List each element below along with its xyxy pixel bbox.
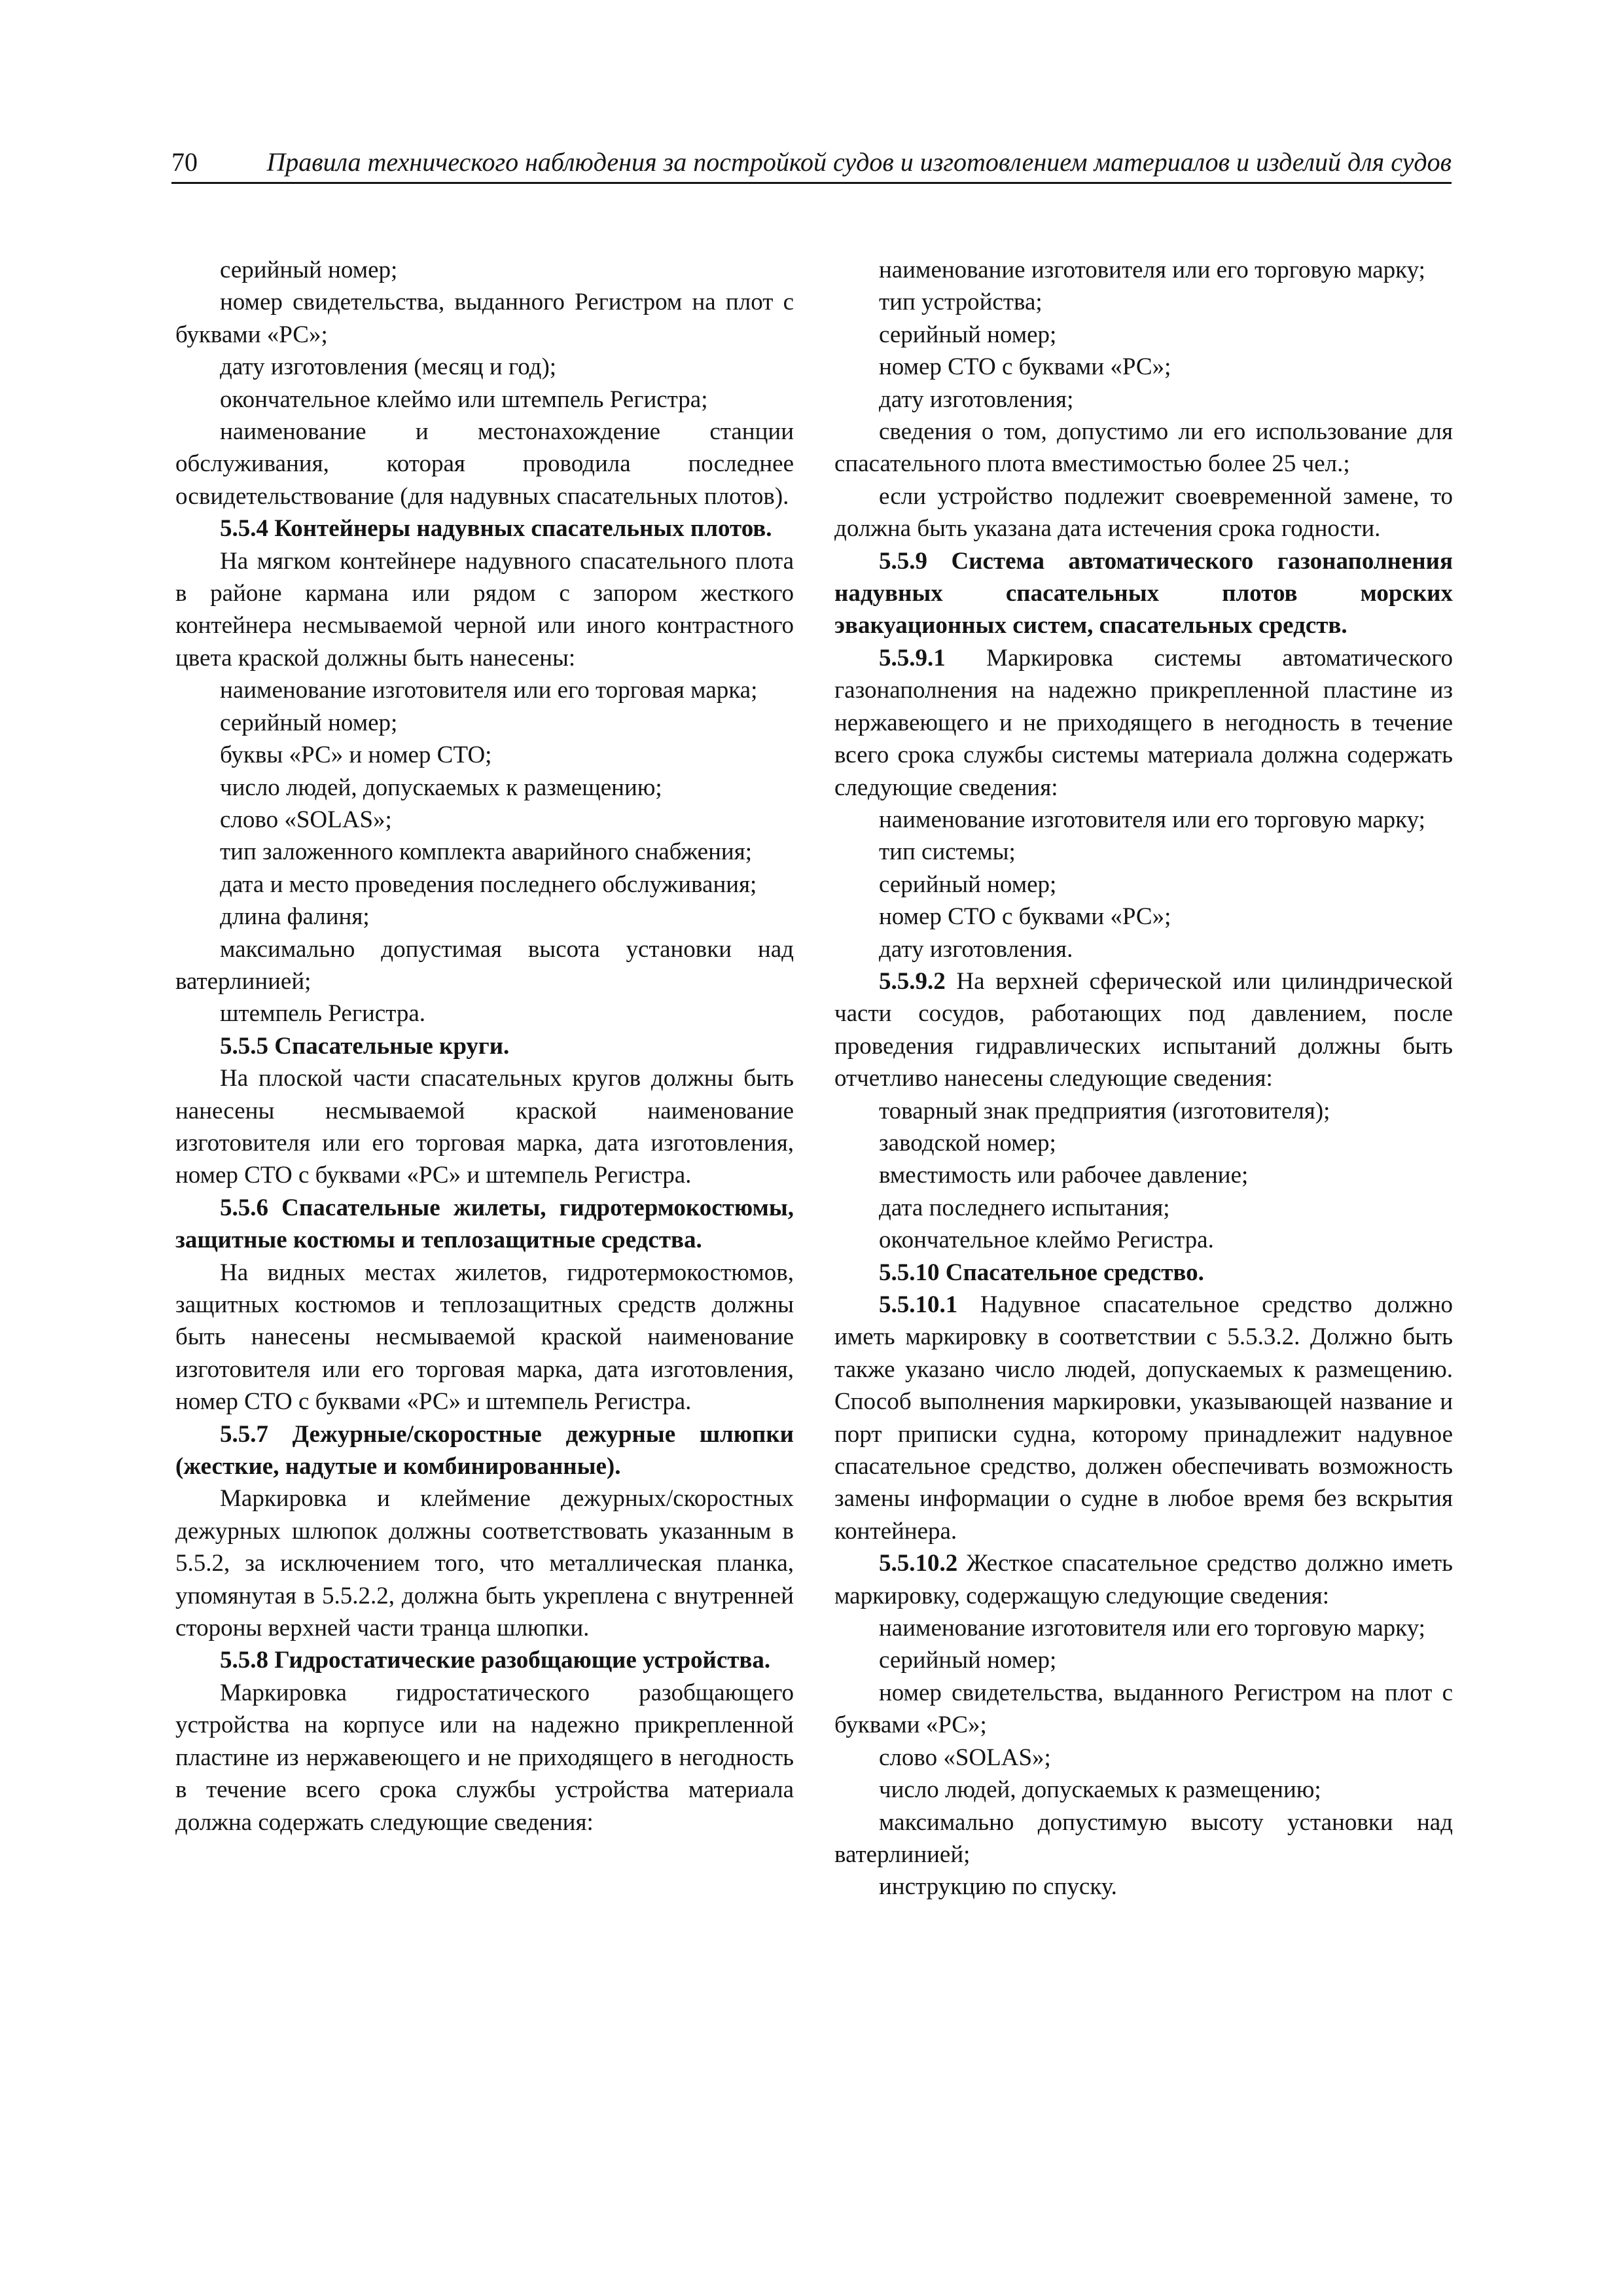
paragraph: дата и место проведения последнего обслуживания; <box>220 870 757 898</box>
paragraph: вместимость или рабочее давление; <box>879 1162 1249 1189</box>
paragraph: На мягком контейнере надувного спасательного плота в районе кармана или рядом с запором жесткого контейнера несмываемой черной или иного контрастного цвета краской должны быть нанесены: <box>175 547 794 672</box>
paragraph: сведения о том, допустимо ли его использование для спасательного плота вместимостью более 25 чел.; <box>834 418 1453 478</box>
clause-text: Надувное спасательное средство должно иметь маркировку в соответствии с 5.5.3.2. Должно быть также указано число людей, допускаемых к размещению. Способ выполнения маркировки, указывающей название и порт приписки судна, которому принадлежит надувное спасательное средство, должен обеспечивать возможность замены информации о судне в любое время без вскрытия контейнера. <box>834 1291 1453 1545</box>
paragraph: дата последнего испытания; <box>879 1194 1170 1221</box>
section-heading: 5.5.10 Спасательное средство. <box>879 1259 1204 1286</box>
paragraph: серийный номер; <box>879 321 1057 348</box>
paragraph: дату изготовления (месяц и год); <box>220 353 557 381</box>
clause-number: 5.5.10.1 <box>879 1291 958 1318</box>
paragraph: серийный номер; <box>220 709 398 736</box>
paragraph: Маркировка и клеймение дежурных/скоростных дежурных шлюпок должны соответствовать указанным в 5.5.2, за исключением того, что металлическая планка, упомянутая в 5.5.2.2, должна быть укреплена с внутренней стороны верхней части транца шлюпки. <box>175 1485 794 1642</box>
paragraph: тип системы; <box>879 838 1016 866</box>
section-heading: 5.5.9 Система автоматического газонаполнения надувных спасательных плотов морских эвакуационных систем, спасательных средств. <box>834 547 1453 639</box>
running-header <box>171 145 1452 184</box>
paragraph: наименование изготовителя или его торговую марку; <box>879 806 1425 833</box>
numbered-paragraph <box>834 965 1453 1095</box>
section-heading: 5.5.6 Спасательные жилеты, гидротермокостюмы, защитные костюмы и теплозащитные средства. <box>175 1194 794 1254</box>
section-heading: 5.5.8 Гидростатические разобщающие устройства. <box>220 1647 771 1674</box>
paragraph: наименование изготовителя или его торговую марку; <box>879 257 1425 283</box>
paragraph: номер свидетельства, выданного Регистром на плот с буквами «РС»; <box>175 289 794 348</box>
section-heading: 5.5.7 Дежурные/скоростные дежурные шлюпки (жесткие, надутые и комбинированные). <box>175 1420 794 1480</box>
paragraph: дату изготовления; <box>879 386 1074 413</box>
paragraph: число людей, допускаемых к размещению; <box>220 774 662 801</box>
paragraph: длина фалиня; <box>220 903 370 931</box>
paragraph: заводской номер; <box>879 1129 1056 1157</box>
clause-text: Маркировка системы автоматического газонаполнения на надежно прикрепленной пластине из нержавеющего и не приходящего в негодность в течение всего срока службы системы материала должна содержать следующие сведения: <box>834 644 1453 801</box>
left-column <box>175 254 794 1839</box>
paragraph: номер СТО с буквами «РС»; <box>879 353 1171 381</box>
paragraph: серийный номер; <box>879 870 1057 898</box>
page-number: 70 <box>171 147 198 177</box>
paragraph: слово «SOLAS»; <box>220 806 392 833</box>
paragraph: инструкцию по спуску. <box>879 1873 1117 1901</box>
paragraph: тип устройства; <box>879 289 1043 316</box>
paragraph: серийный номер; <box>879 1647 1057 1674</box>
clause-text: На верхней сферической или цилиндрической части сосудов, работающих под давлением, после проведения гидравлических испытаний должны быть отчетливо нанесены следующие сведения: <box>834 967 1453 1092</box>
paragraph: серийный номер; <box>220 257 398 283</box>
clause-text: Жесткое спасательное средство должно иметь маркировку, содержащую следующие сведения: <box>834 1550 1453 1609</box>
clause-number: 5.5.9.2 <box>879 967 946 995</box>
paragraph: буквы «РС» и номер СТО; <box>220 742 492 769</box>
paragraph: наименование изготовителя или его торговая марка; <box>220 677 758 704</box>
paragraph: окончательное клеймо Регистра. <box>879 1227 1214 1254</box>
paragraph: слово «SOLAS»; <box>879 1744 1051 1771</box>
clause-number: 5.5.10.2 <box>879 1550 958 1577</box>
paragraph: наименование и местонахождение станции обслуживания, которая проводила последнее освидетельствование (для надувных спасательных плотов). <box>175 418 794 510</box>
paragraph: число людей, допускаемых к размещению; <box>879 1776 1321 1804</box>
paragraph: если устройство подлежит своевременной замене, то должна быть указана дата истечения срока годности. <box>834 482 1453 543</box>
running-title: Правила технического наблюдения за постройкой судов и изготовлением материалов и изделий для судов <box>266 147 1452 177</box>
paragraph: наименование изготовителя или его торговую марку; <box>879 1615 1425 1642</box>
paragraph: Маркировка гидростатического разобщающего устройства на корпусе или на надежно прикрепленной пластине из нержавеющего и не приходящего в негодность в течение всего срока службы устройства материала должна содержать следующие сведения: <box>175 1679 794 1836</box>
numbered-paragraph <box>834 1547 1453 1612</box>
paragraph: максимально допустимую высоту установки над ватерлинией; <box>834 1808 1453 1868</box>
right-column <box>834 254 1453 1903</box>
paragraph: окончательное клеймо или штемпель Регистра; <box>220 386 708 413</box>
paragraph: номер свидетельства, выданного Регистром на плот с буквами «РС»; <box>834 1679 1453 1739</box>
paragraph: штемпель Регистра. <box>220 1000 426 1028</box>
paragraph: дату изготовления. <box>879 935 1073 963</box>
section-heading: 5.5.4 Контейнеры надувных спасательных плотов. <box>220 515 772 543</box>
clause-number: 5.5.9.1 <box>879 644 946 672</box>
paragraph: На видных местах жилетов, гидротермокостюмов, защитных костюмов и теплозащитных средств должны быть нанесены несмываемой краской наименование изготовителя или его торговая марка, дата изготовления, номер СТО с буквами «РС» и штемпель Регистра. <box>175 1259 794 1416</box>
paragraph: максимально допустимая высота установки над ватерлинией; <box>175 935 794 995</box>
paragraph: товарный знак предприятия (изготовителя); <box>879 1097 1330 1124</box>
numbered-paragraph <box>834 1289 1453 1547</box>
paragraph: номер СТО с буквами «РС»; <box>879 903 1171 931</box>
section-heading: 5.5.5 Спасательные круги. <box>220 1032 510 1060</box>
numbered-paragraph <box>834 642 1453 804</box>
paragraph: тип заложенного комплекта аварийного снабжения; <box>220 838 752 866</box>
paragraph: На плоской части спасательных кругов должны быть нанесены несмываемой краской наименование изготовителя или его торговая марка, дата изготовления, номер СТО с буквами «РС» и штемпель Регистра. <box>175 1065 794 1189</box>
